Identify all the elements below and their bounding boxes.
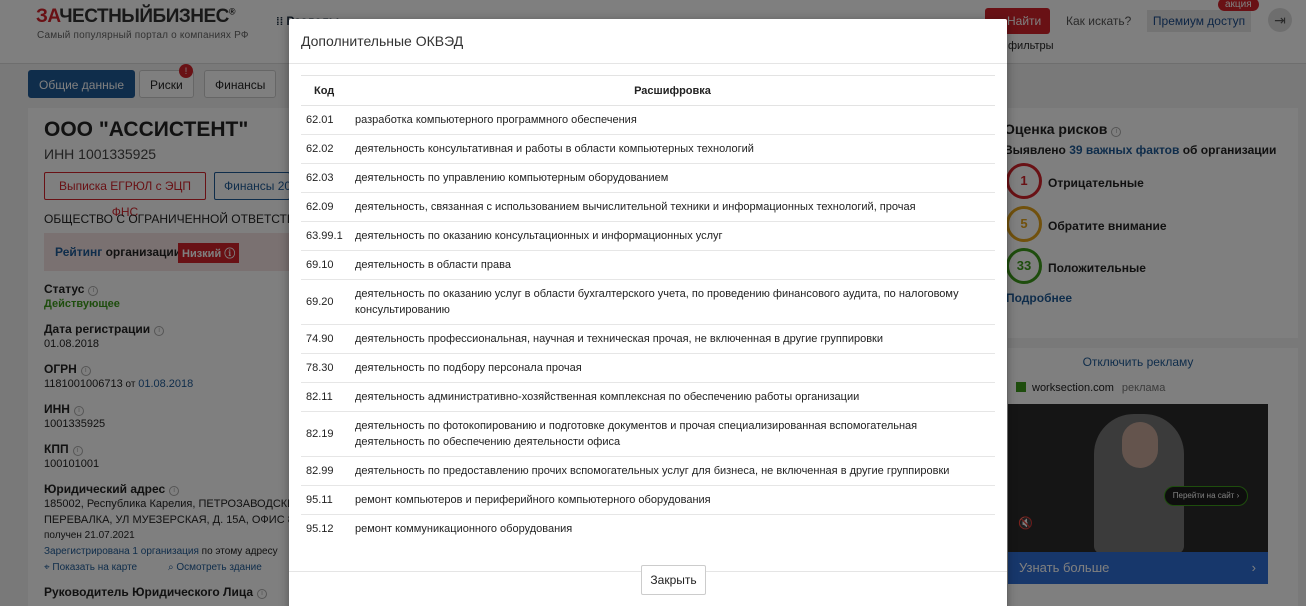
table-row xyxy=(301,135,995,164)
okved-description: деятельность профессиональная, научная и техническая прочая, не включенная в другие группировки xyxy=(350,325,995,354)
okved-description: деятельность, связанная с использованием вычислительной техники и информационных технологий, прочая xyxy=(350,193,995,222)
okved-code: 69.10 xyxy=(301,251,350,280)
table-row xyxy=(301,383,995,412)
okved-code: 62.01 xyxy=(301,106,350,135)
column-header-code: Код xyxy=(301,76,350,106)
okved-code: 62.09 xyxy=(301,193,350,222)
okved-description: ремонт компьютеров и периферийного компьютерного оборудования xyxy=(350,486,995,515)
okved-description: деятельность по управлению компьютерным оборудованием xyxy=(350,164,995,193)
okved-code: 82.99 xyxy=(301,457,350,486)
table-row xyxy=(301,515,995,544)
table-header-row xyxy=(301,76,995,106)
table-row xyxy=(301,106,995,135)
table-row xyxy=(301,280,995,325)
table-row xyxy=(301,412,995,457)
okved-code: 62.03 xyxy=(301,164,350,193)
table-row xyxy=(301,193,995,222)
table-row xyxy=(301,354,995,383)
table-row xyxy=(301,164,995,193)
okved-code: 69.20 xyxy=(301,280,350,325)
okved-code: 78.30 xyxy=(301,354,350,383)
modal-header xyxy=(289,19,1007,64)
okved-description: ремонт коммуникационного оборудования xyxy=(355,523,573,536)
table-row xyxy=(301,222,995,251)
okved-code: 63.99.1 xyxy=(301,222,350,251)
table-row xyxy=(301,457,995,486)
okved-code: 74.90 xyxy=(301,325,350,354)
table-row xyxy=(301,251,995,280)
okved-description: деятельность по фотокопированию и подготовке документов и прочая специализированная вспомогательная деятельность по обеспечению деятельности офиса xyxy=(350,412,995,457)
okved-description: разработка компьютерного программного обеспечения xyxy=(350,106,995,135)
okved-description: деятельность по оказанию услуг в области бухгалтерского учета, по проведению финансового аудита, по налоговому консультированию xyxy=(350,280,995,325)
okved-description: деятельность административно-хозяйственная комплексная по обеспечению работы организации xyxy=(350,383,995,412)
okved-description: деятельность по оказанию консультационных и информационных услуг xyxy=(350,222,995,251)
okved-table xyxy=(301,75,995,544)
okved-code: 95.12 xyxy=(306,523,334,536)
okved-description: деятельность по предоставлению прочих вспомогательных услуг для бизнеса, не включенная в другие группировки xyxy=(350,457,995,486)
okved-code: 82.19 xyxy=(301,412,350,457)
table-row xyxy=(301,325,995,354)
okved-code: 62.02 xyxy=(301,135,350,164)
table-row xyxy=(301,486,995,515)
okved-description: деятельность консультативная и работы в области компьютерных технологий xyxy=(350,135,995,164)
okved-code: 95.11 xyxy=(301,486,350,515)
okved-description: деятельность по подбору персонала прочая xyxy=(350,354,995,383)
column-header-description: Расшифровка xyxy=(350,76,995,106)
okved-modal xyxy=(289,19,1007,606)
modal-title: Дополнительные ОКВЭД xyxy=(301,33,464,49)
close-button[interactable]: Закрыть xyxy=(641,565,706,595)
okved-code: 82.11 xyxy=(301,383,350,412)
okved-description: деятельность в области права xyxy=(350,251,995,280)
